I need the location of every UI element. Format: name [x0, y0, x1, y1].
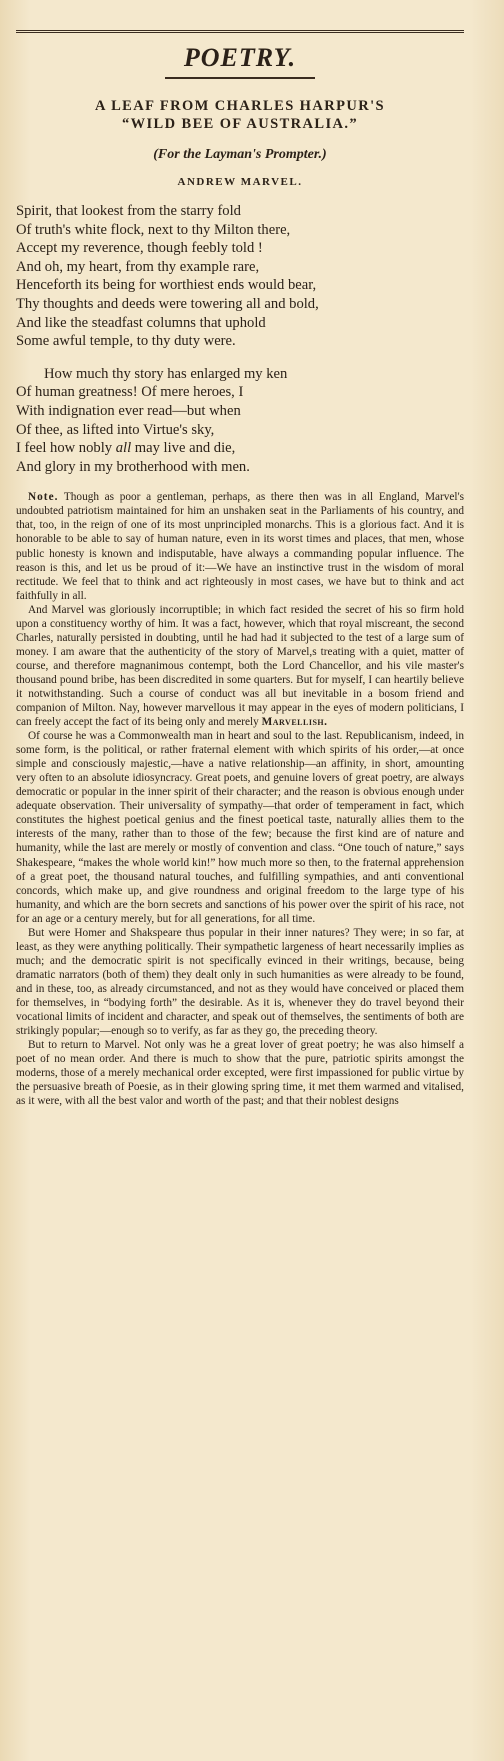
- poem-line: Of human greatness! Of mere heroes, I: [16, 384, 244, 401]
- poem-line: Thy thoughts and deeds were towering all and bold,: [16, 295, 319, 312]
- article-title-line-2: “WILD BEE OF AUSTRALIA.”: [121, 116, 359, 132]
- poem-line-end: may live and die,: [134, 440, 236, 457]
- note-paragraph-1-text: Though as poor a gentleman, perhaps, as there then was in all England, Marvel's undoubted patriotism maintained for him an unshaken seat in the Parliaments of his country, and that, too, in the reign of one of its most unprincipled monarchs. This is a glorious fact. And it is honorable to be able to say of human nature, even in its worst times and places, that men, whose public honesty is known and indisputable, have always a commanding popular influence. The reason is this, and let us be proud of it:—We have an instinctive trust in the wisdom of moral rectitude. We feel that to think and act righteously in most cases, we have but to think and act faithfully in all.: [16, 491, 464, 602]
- poem-line: Henceforth its being for worthiest ends would bear,: [16, 277, 317, 294]
- section-heading: POETRY.: [183, 43, 297, 72]
- poem-stanza-2: [16, 365, 464, 477]
- poem-stanza-1: [16, 202, 464, 351]
- poem-line: Accept my reverence, though feebly told !: [16, 240, 263, 257]
- article-title-line-1: A LEAF FROM CHARLES HARPUR'S: [94, 98, 385, 114]
- poem-line: Of truth's white flock, next to thy Milton there,: [16, 221, 291, 238]
- poem-line: With indignation ever read—but when: [16, 402, 241, 419]
- poem-line: How much thy story has enlarged my ken: [44, 365, 288, 382]
- poem-line: And oh, my heart, from thy example rare,: [16, 258, 260, 275]
- top-double-rule: [16, 30, 464, 33]
- editorial-note: [16, 490, 464, 1108]
- note-paragraph-2-text: And Marvel was gloriously incorruptible; in which fact resided the secret of his so firm hold upon a constituency worthy of him. It was a fact, however, which that royal miscreant, the second Charles, naturally persisted in doubting, until he had had it subjected to the test of a large sum of money. I am aware that the authenticity of the story of Marvel,s treating with a quiet, matter of course, and therefore magnanimous contempt, both the Lord Chancellor, and his vile master's thousand pound bribe, has been discredited in some quarters. But for myself, I can heartily believe it notwithstanding. Such a course of conduct was all but inevitable in a bosom friend and companion of Milton. Nay, however marvellous it may appear in the eyes of modern politicians, I can freely accept the fact of its being only and merely: [16, 603, 464, 729]
- poem-line: And like the steadfast columns that uphold: [16, 314, 266, 331]
- poem-line-start: I feel how nobly: [16, 440, 113, 457]
- poem-line: Of thee, as lifted into Virtue's sky,: [16, 421, 215, 438]
- note-label: Note.: [28, 491, 59, 504]
- article-title: [16, 97, 464, 133]
- source-note: (For the Layman's Prompter.): [153, 147, 327, 162]
- poem-line: Some awful temple, to thy duty were.: [16, 333, 236, 350]
- poem-line: And glory in my brotherhood with men.: [16, 458, 250, 475]
- note-paragraph-2: [16, 603, 464, 729]
- poem-author: ANDREW MARVEL.: [177, 176, 303, 188]
- section-underline: [165, 77, 315, 79]
- note-paragraph-1: [16, 490, 464, 602]
- note-paragraph-5: But to return to Marvel. Not only was he a great lover of great poetry; he was also himself a poet of no mean order. And there is much to show that the pure, patriotic spirits amongst the moderns, those of a merely mechanical order excepted, were first impassioned for public virtue by the persuasive breath of Poesie, as in their glowing spring time, it met them warmed and vitalised, as it were, with all the best valor and worth of the past; and that their noblest designs: [16, 1039, 464, 1108]
- poem-line: [16, 439, 464, 458]
- note-paragraph-2-end: Marvellish.: [261, 716, 328, 729]
- poem-line: Spirit, that lookest from the starry fold: [16, 203, 241, 219]
- poem-emphasis-all: all: [115, 440, 132, 457]
- note-paragraph-3: Of course he was a Commonwealth man in heart and soul to the last. Republicanism, indeed, in some form, is the political, or rather fraternal element with which spirits of his order,—at once simple and consciously majestic,—have a native relationship—an affinity, in short, amounting very often to an absolute idiosyncracy. Great poets, and genuine lovers of great poetry, are always democratic or popular in the inner spirit of their character; and the reason is obvious enough under adequate observation. Their universality of sympathy—that order of temperament in fact, which constitutes the highest poetical genius and the finest poetical taste, naturally allies them to the interests of the many, rather than to those of the few; because the first kind are of nature and humanity, while the last are merely or mostly of convention and class. “One touch of nature,” says Shakespeare, “makes the whole world kin!” how much more so then, to the fraternal apprehension of a great poet, the thousand natural touches, and fulfilling sympathies, and anti conventional concords, which make up, and give roundness and original freedom to the large type of his humanity, and which are the born secrets and sanctions of his power over the spirit of his race, not for an age or a century merely, but for all generations, for all time.: [16, 730, 464, 925]
- note-paragraph-4: But were Homer and Shakspeare thus popular in their inner natures? They were; in so far, at least, as they were anything politically. Their sympathetic largeness of heart necessarily implies as much; and the democratic spirit is not specifically evinced in their writings, because, being dramatic narrators (both of them) they dealt only in such humanities as were already to be found, and in these, too, as already circumstanced, and not as they would have conceived or placed them for themselves, in “bodying forth” the desirable. As it is, whenever they do travel beyond their vocational limits of incident and character, and speak out of themselves, the sentiments of both are strikingly popular;—enough so to verify, as far as they go, the preceding theory.: [16, 926, 464, 1038]
